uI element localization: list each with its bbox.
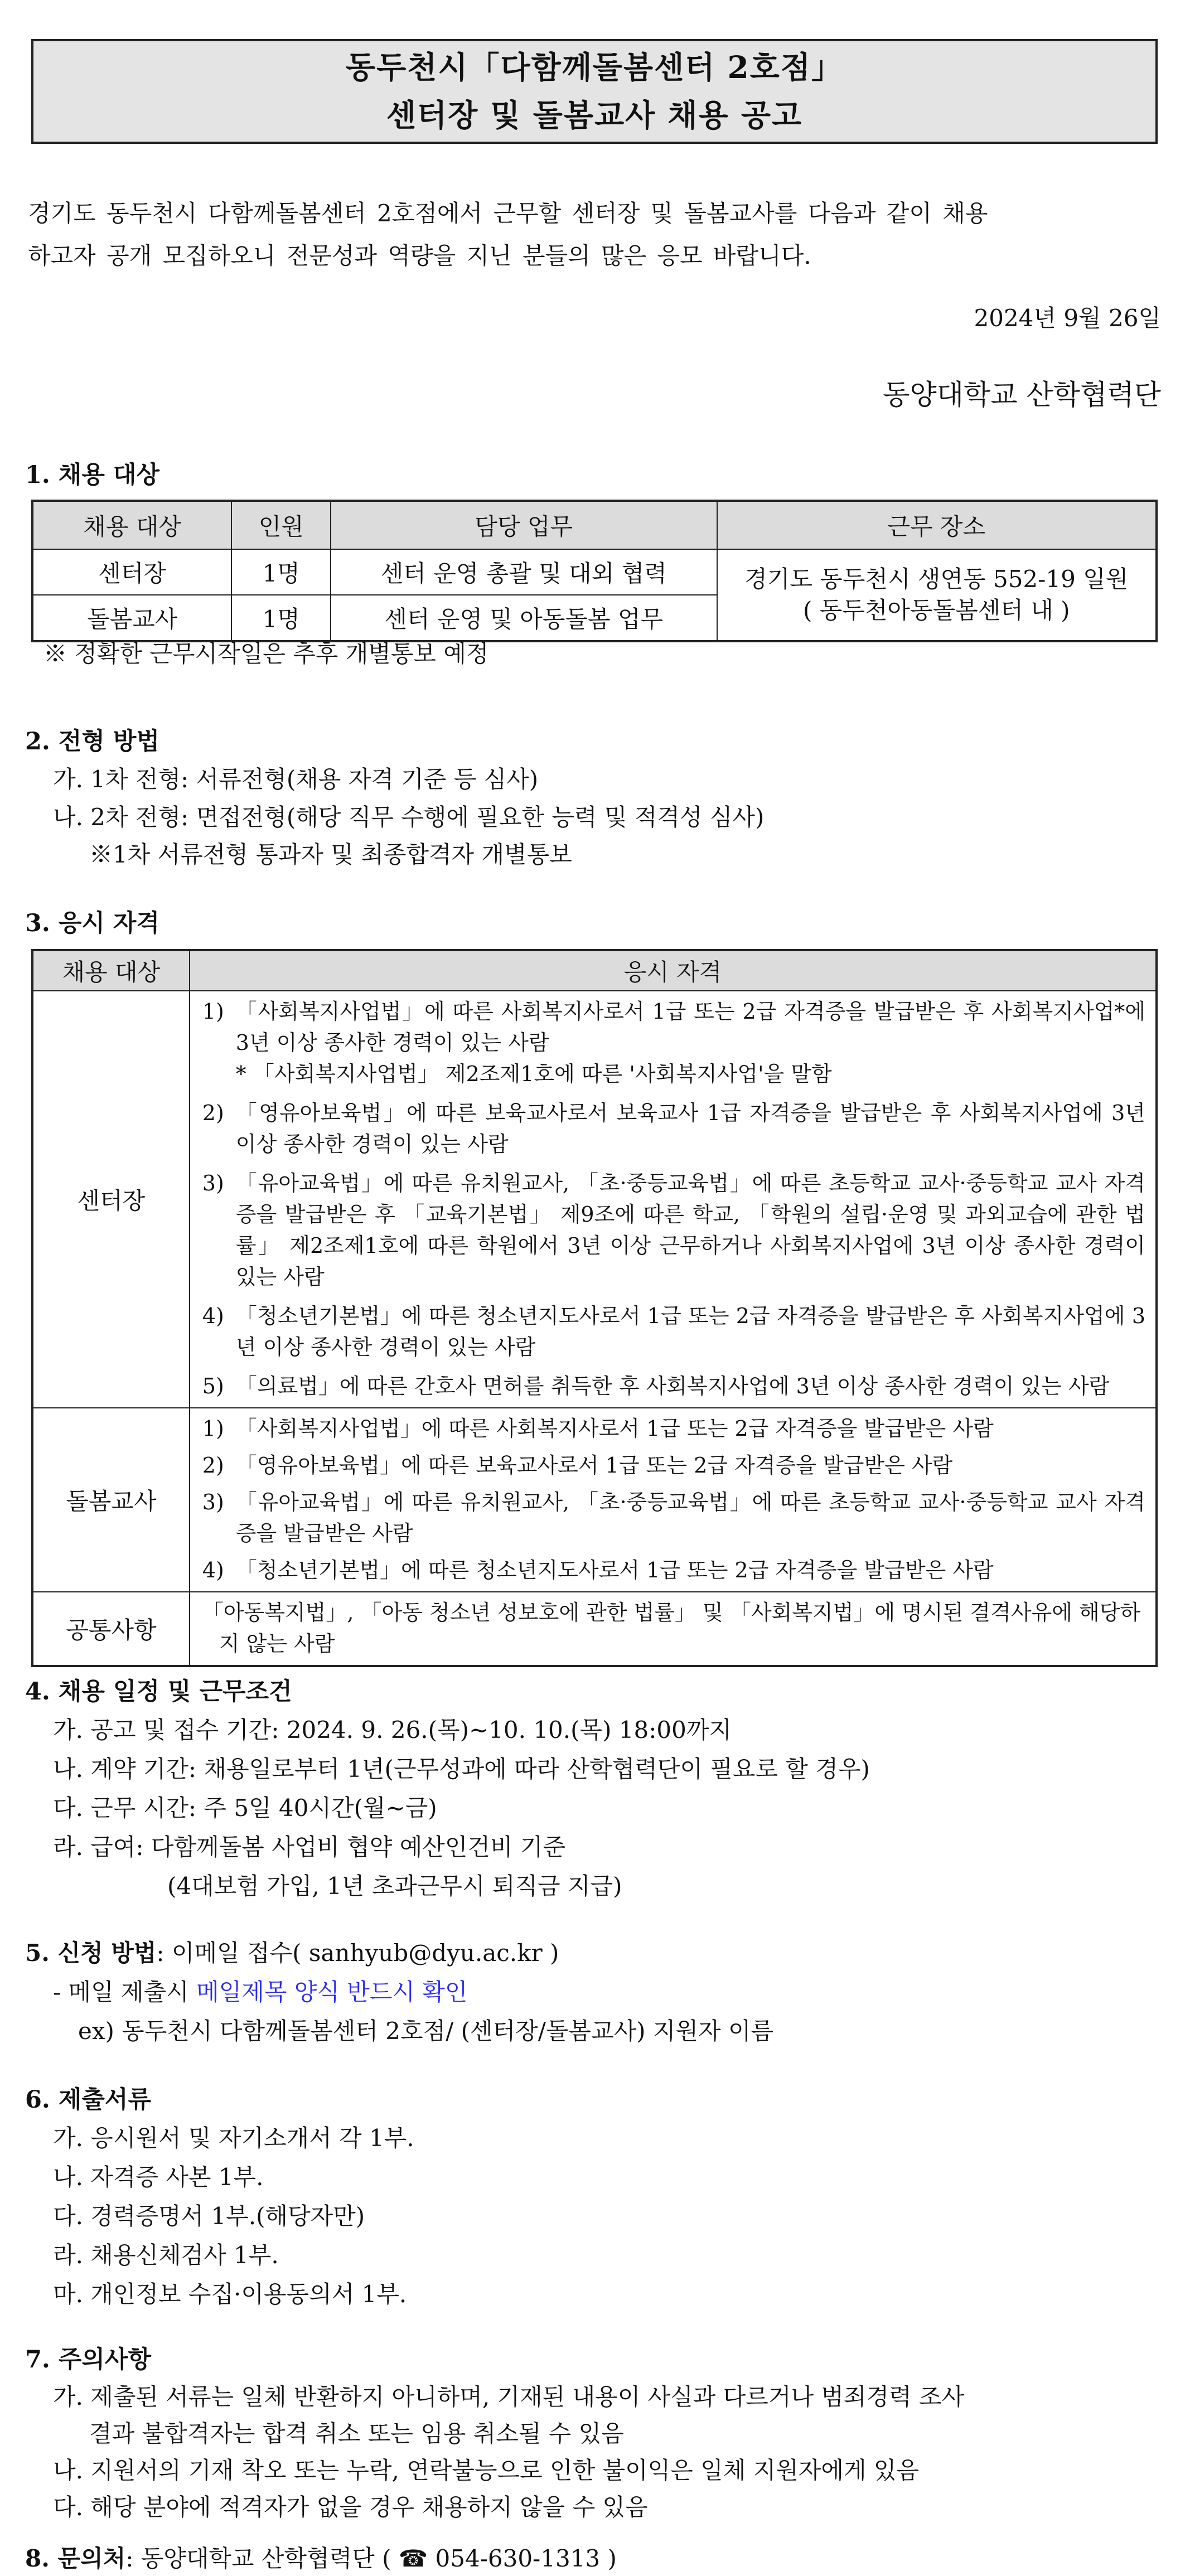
table-row	[32, 549, 1157, 595]
item-text: 「유아교육법」에 따른 유치원교사, 「초·중등교육법」에 따른 초등학교 교사·중등학교 교사 자격증을 발급받은 후 「교육기본법」 제9조에 따른 학교, 「학원의 설립·운영 및 과외교습에 관한 법률」 제2조제1호에 따른 학원에서 3년 이상 근무하거나 사회복지사업에 3년 이상 종사한 경력이 있는 사람	[235, 1171, 1145, 1289]
item-number: 4)	[202, 1304, 224, 1328]
item-text: 「영유아보육법」에 따른 보육교사로서 1급 또는 2급 자격증을 발급받은 사람	[235, 1453, 953, 1478]
section5-highlight: 메일제목 양식 반드시 확인	[196, 1978, 468, 2006]
section4-line-1: 가. 공고 및 접수 기간: 2024. 9. 26.(목)~10. 10.(목) 18:00까지	[53, 1716, 732, 1744]
table-row	[32, 991, 1157, 1408]
section2-line-1: 가. 1차 전형: 서류전형(채용 자격 기준 등 심사)	[53, 766, 539, 793]
list-item	[197, 1371, 1145, 1402]
list-item	[197, 1097, 1145, 1160]
item-text: 「유아교육법」에 따른 유치원교사, 「초·중등교육법」에 따른 초등학교 교사·중등학교 교사 자격증을 발급받은 사람	[235, 1490, 1145, 1546]
common-requirements	[190, 1592, 1157, 1666]
item-number: 1)	[202, 1416, 224, 1441]
item-text: 「영유아보육법」에 따른 보육교사로서 보육교사 1급 자격증을 발급받은 후 사회복지사업에 3년 이상 종사한 경력이 있는 사람	[235, 1101, 1145, 1156]
section7-line-3: 다. 해당 분야에 적격자가 없을 경우 채용하지 않을 수 있음	[53, 2493, 648, 2521]
section8-row	[25, 2540, 617, 2574]
section2-line-3: ※1차 서류전형 통과자 및 최종합격자 개별통보	[89, 841, 572, 868]
common-text: 「아동복지법」, 「아동 청소년 성보호에 관한 법률」 및 「사회복지법」에 명시된 결격사유에 해당하지 않는 사람	[202, 1600, 1141, 1656]
item-text: 「청소년기본법」에 따른 청소년지도사로서 1급 또는 2급 자격증을 발급받은 사람	[235, 1558, 994, 1582]
section5-line-2: ex) 동두천시 다함께돌봄센터 2호점/ (센터장/돌봄교사) 지원자 이름	[78, 2017, 774, 2045]
table-row	[32, 1592, 1157, 1666]
section6-item: 마. 개인정보 수집·이용동의서 1부.	[53, 2280, 407, 2308]
header-target: 채용 대상	[32, 501, 231, 549]
section4-line-3: 다. 근무 시간: 주 5일 40시간(월~금)	[53, 1794, 437, 1822]
section1-note: ※ 정확한 근무시작일은 추후 개별통보 예정	[43, 640, 489, 667]
section7-heading: 7. 주의사항	[25, 2346, 152, 2374]
item-number: 3)	[202, 1171, 224, 1195]
cell-target: 돌봄교사	[32, 595, 231, 641]
item-number: 5)	[202, 1374, 224, 1398]
list-item	[197, 996, 1145, 1058]
list-item	[197, 1486, 1145, 1549]
section3-heading: 3. 응시 자격	[25, 909, 159, 937]
director-label: 센터장	[32, 991, 190, 1408]
item-text: 「의료법」에 따른 간호사 면허를 취득한 후 사회복지사업에 3년 이상 종사한 경력이 있는 사람	[235, 1374, 1110, 1398]
item-number: 2)	[202, 1101, 224, 1125]
notice-date: 2024년 9월 26일	[974, 304, 1161, 332]
item-number: 3)	[202, 1490, 224, 1514]
organization-name: 동양대학교 산학협력단	[883, 379, 1161, 411]
header-target: 채용 대상	[32, 950, 190, 991]
item-text: 「청소년기본법」에 따른 청소년지도사로서 1급 또는 2급 자격증을 발급받은 후 사회복지사업에 3년 이상 종사한 경력이 있는 사람	[235, 1304, 1145, 1359]
section5-method: : 이메일 접수( sanhyub@dyu.ac.kr )	[156, 1939, 559, 1967]
section6-item: 라. 채용신체검사 1부.	[53, 2241, 279, 2269]
list-item	[197, 1413, 1145, 1444]
item-number: 4)	[202, 1558, 224, 1582]
table-header-row	[32, 950, 1157, 991]
section4-heading: 4. 채용 일정 및 근무조건	[25, 1678, 292, 1706]
director-footnote: * 「사회복지사업법」 제2조제1호에 따른 '사회복지사업'을 말함	[235, 1062, 832, 1086]
section6-item: 가. 응시원서 및 자기소개서 각 1부.	[53, 2124, 414, 2152]
header-location: 근무 장소	[717, 501, 1157, 549]
cell-count: 1명	[231, 549, 331, 595]
section8-text-after: 054-630-1313 )	[428, 2545, 617, 2572]
section5-line-1-prefix: - 메일 제출시	[53, 1978, 197, 2006]
director-qualifications	[190, 991, 1157, 1408]
section5-row	[25, 1935, 559, 1968]
section4-line-5: (4대보험 가입, 1년 초과근무시 퇴직금 지급)	[167, 1872, 622, 1900]
location-line-1: 경기도 동두천시 생연동 552-19 일원	[744, 565, 1129, 593]
item-number: 2)	[202, 1453, 224, 1478]
section4-line-2: 나. 계약 기간: 채용일로부터 1년(근무성과에 따라 산학협력단이 필요로 할 경우)	[53, 1755, 870, 1783]
list-item	[197, 1555, 1145, 1586]
title-line-1: 동두천시「다함께돌봄센터 2호점」	[345, 49, 844, 85]
section5-heading: 5. 신청 방법	[25, 1939, 157, 1967]
section4-line-4: 라. 급여: 다함께돌봄 사업비 협약 예산인건비 기준	[53, 1833, 566, 1861]
list-item	[197, 1168, 1145, 1292]
title-box	[31, 39, 1158, 144]
teacher-qualifications	[190, 1408, 1157, 1592]
intro-paragraph	[28, 192, 1160, 277]
cell-count: 1명	[231, 595, 331, 641]
section2-heading: 2. 전형 방법	[25, 728, 159, 756]
header-duty: 담당 업무	[331, 501, 717, 549]
list-item	[197, 1450, 1145, 1481]
header-qualification: 응시 자격	[190, 950, 1157, 991]
section7-line-2: 나. 지원서의 기재 착오 또는 누락, 연락불능으로 인한 불이익은 일체 지원자에게 있음	[53, 2457, 920, 2484]
list-item	[197, 1300, 1145, 1363]
item-number: 1)	[202, 999, 224, 1024]
section7-line-1a: 가. 제출된 서류는 일체 반환하지 아니하며, 기재된 내용이 사실과 다르거나 범죄경력 조사	[53, 2383, 965, 2410]
section7-line-1b: 결과 불합격자는 합격 취소 또는 임용 취소될 수 있음	[89, 2420, 624, 2447]
recruitment-target-table	[31, 500, 1158, 642]
section5-line-1	[53, 1974, 467, 2007]
section8-heading: 8. 문의처	[25, 2545, 126, 2572]
section8-text-before: : 동양대학교 산학협력단 (	[125, 2545, 399, 2572]
intro-line-2: 하고자 공개 모집하오니 전문성과 역량을 지닌 분들의 많은 응모 바랍니다.	[28, 242, 811, 269]
cell-duty: 센터 운영 총괄 및 대외 협력	[331, 549, 717, 595]
item-text: 「사회복지사업법」에 따른 사회복지사로서 1급 또는 2급 자격증을 발급받은 사람	[235, 1416, 994, 1441]
cell-target: 센터장	[32, 549, 231, 595]
title-line-2: 센터장 및 돌봄교사 채용 공고	[386, 97, 803, 133]
qualification-table	[31, 949, 1158, 1667]
cell-location	[717, 549, 1157, 641]
section2-line-2: 나. 2차 전형: 면접전형(해당 직무 수행에 필요한 능력 및 적격성 심사)	[53, 803, 765, 831]
section6-item: 다. 경력증명서 1부.(해당자만)	[53, 2202, 365, 2230]
teacher-label: 돌봄교사	[32, 1408, 190, 1592]
phone-icon: ☎	[398, 2545, 428, 2572]
section6-item: 나. 자격증 사본 1부.	[53, 2163, 264, 2191]
location-line-2: ( 동두천아동돌봄센터 내 )	[802, 597, 1070, 624]
header-count: 인원	[231, 501, 331, 549]
section1-heading: 1. 채용 대상	[25, 461, 159, 489]
cell-duty: 센터 운영 및 아동돌봄 업무	[331, 595, 717, 641]
item-text: 「사회복지사업법」에 따른 사회복지사로서 1급 또는 2급 자격증을 발급받은 후 사회복지사업*에 3년 이상 종사한 경력이 있는 사람	[235, 999, 1145, 1055]
intro-line-1: 경기도 동두천시 다함께돌봄센터 2호점에서 근무할 센터장 및 돌봄교사를 다음과 같이 채용	[28, 200, 988, 227]
table-row	[32, 1408, 1157, 1592]
section6-heading: 6. 제출서류	[25, 2086, 152, 2114]
common-label: 공통사항	[32, 1592, 190, 1666]
table-header-row	[32, 501, 1157, 549]
